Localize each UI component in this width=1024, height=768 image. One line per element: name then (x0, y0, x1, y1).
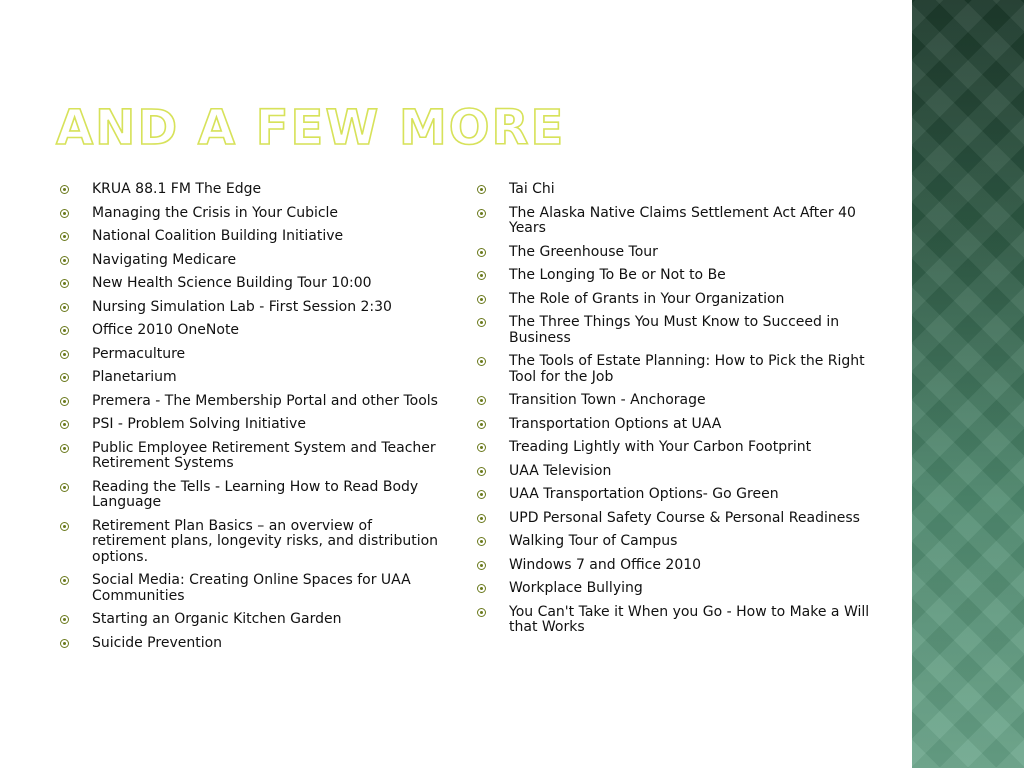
bullet-icon (477, 443, 486, 452)
bullet-icon (60, 232, 69, 241)
list-item-text: Planetarium (92, 369, 177, 385)
list-item (60, 417, 440, 433)
list-item (477, 558, 872, 574)
list-item-text: Reading the Tells - Learning How to Read Body Language (92, 478, 419, 510)
list-item-text: New Health Science Building Tour 10:00 (92, 275, 372, 291)
list-item-text: You Can't Take it When you Go - How to Make a Will that Works (509, 603, 870, 635)
list-item (477, 206, 872, 237)
list-item (60, 276, 440, 292)
bullet-icon (477, 248, 486, 257)
list-item-text: The Tools of Estate Planning: How to Pick the Right Tool for the Job (509, 353, 865, 385)
list-item (477, 292, 872, 308)
decorative-side-panel (912, 0, 1024, 768)
bullet-icon (60, 326, 69, 335)
list-item (477, 440, 872, 456)
bullet-icon (60, 483, 69, 492)
list-item-text: The Greenhouse Tour (509, 243, 658, 260)
bullet-icon (477, 584, 486, 593)
list-item-text: Starting an Organic Kitchen Garden (92, 611, 342, 627)
bullet-icon (60, 522, 69, 531)
list-item (60, 323, 440, 339)
bullet-icon (477, 490, 486, 499)
list-item-text: The Alaska Native Claims Settlement Act After 40 Years (509, 204, 856, 236)
list-item (60, 480, 440, 511)
list-item-text: Premera - The Membership Portal and other Tools (92, 392, 438, 409)
bullet-icon (60, 397, 69, 406)
list-item-text: Social Media: Creating Online Spaces for UAA Communities (92, 572, 411, 604)
list-item-text: PSI - Problem Solving Initiative (92, 416, 306, 432)
list-item (477, 417, 872, 433)
list-item-text: The Three Things You Must Know to Succeed in Business (509, 314, 840, 346)
list-item-text: Office 2010 OneNote (92, 322, 240, 338)
list-item-text: Windows 7 and Office 2010 (509, 556, 702, 573)
list-item (477, 245, 872, 261)
bullet-icon (477, 467, 486, 476)
list-item (60, 182, 440, 198)
list-item-text: Workplace Bullying (509, 580, 643, 596)
bullet-icon (60, 576, 69, 585)
bullet-icon (477, 209, 486, 218)
list-item-text: KRUA 88.1 FM The Edge (92, 181, 262, 197)
list-item (477, 354, 872, 385)
bullet-icon (60, 373, 69, 382)
list-item-text: The Role of Grants in Your Organization (509, 290, 785, 307)
list-item-text: Public Employee Retirement System and Teacher Retirement Systems (92, 439, 436, 471)
list-item-text: Tai Chi (509, 181, 555, 197)
list-item (477, 268, 872, 284)
left-session-list (60, 182, 440, 659)
bullet-icon (60, 444, 69, 453)
list-item-text: Permaculture (92, 345, 186, 362)
list-item (60, 370, 440, 386)
list-item-text: The Longing To Be or Not to Be (509, 267, 726, 283)
bullet-icon (60, 615, 69, 624)
bullet-icon (60, 303, 69, 312)
list-item (60, 573, 440, 604)
list-item-text: Walking Tour of Campus (509, 533, 678, 549)
list-item (60, 612, 440, 628)
list-item-text: Treading Lightly with Your Carbon Footprint (509, 439, 812, 455)
list-item (477, 511, 872, 527)
list-item-text: Suicide Prevention (92, 634, 223, 651)
bullet-icon (60, 279, 69, 288)
bullet-icon (477, 561, 486, 570)
list-item (60, 394, 440, 410)
bullet-icon (477, 514, 486, 523)
right-session-list (477, 182, 872, 644)
list-item-text: Retirement Plan Basics – an overview of retirement plans, longevity risks, and distribution options. (92, 517, 439, 565)
list-item (60, 519, 440, 566)
list-item-text: Managing the Crisis in Your Cubicle (92, 204, 339, 221)
bullet-icon (60, 185, 69, 194)
list-item (477, 393, 872, 409)
list-item (60, 300, 440, 316)
list-item (477, 464, 872, 480)
bullet-icon (60, 256, 69, 265)
list-item (60, 229, 440, 245)
bullet-icon (60, 209, 69, 218)
list-item (60, 347, 440, 363)
bullet-icon (477, 318, 486, 327)
list-item-text: Nursing Simulation Lab - First Session 2:30 (92, 298, 392, 315)
slide-title: AND A FEW MORE (56, 100, 566, 156)
list-item-text: Transportation Options at UAA (509, 415, 722, 432)
bullet-icon (60, 350, 69, 359)
bullet-icon (477, 396, 486, 405)
bullet-icon (477, 185, 486, 194)
bullet-icon (477, 420, 486, 429)
list-item (60, 206, 440, 222)
list-item (477, 487, 872, 503)
list-item (477, 605, 872, 636)
bullet-icon (477, 271, 486, 280)
list-item (60, 253, 440, 269)
list-item-text: UAA Transportation Options- Go Green (509, 486, 779, 502)
bullet-icon (60, 639, 69, 648)
bullet-icon (477, 357, 486, 366)
list-item (60, 636, 440, 652)
list-item (477, 581, 872, 597)
list-item (477, 534, 872, 550)
list-item (60, 441, 440, 472)
list-item-text: UPD Personal Safety Course & Personal Readiness (509, 509, 860, 526)
bullet-icon (477, 537, 486, 546)
bullet-icon (477, 608, 486, 617)
list-item (477, 315, 872, 346)
list-item-text: National Coalition Building Initiative (92, 228, 344, 244)
bullet-icon (477, 295, 486, 304)
list-item-text: Transition Town - Anchorage (509, 392, 706, 408)
list-item-text: Navigating Medicare (92, 251, 237, 268)
bullet-icon (60, 420, 69, 429)
list-item-text: UAA Television (509, 462, 612, 479)
list-item (477, 182, 872, 198)
